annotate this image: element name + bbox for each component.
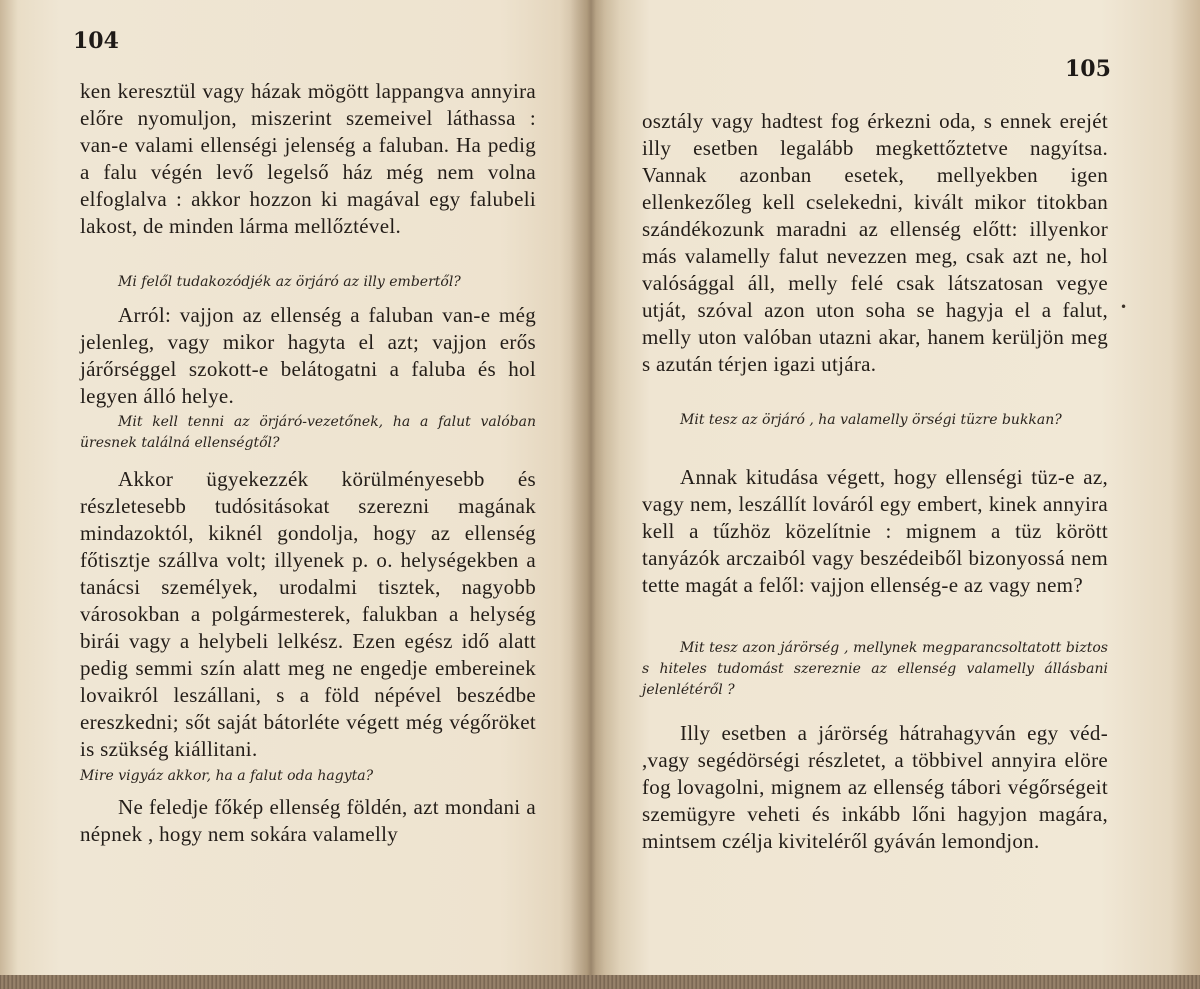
right-page [600,0,1200,975]
left-question-2: Mit kell tenni az örjáró-vezetőnek, ha a falut valóban üresnek találná ellenségtől? [80,414,536,451]
left-page [0,0,590,975]
stray-ink-dot: • [1120,300,1128,314]
page-number-left: 104 [73,28,119,54]
right-question-2: Mit tesz azon járörség , mellynek megparancsoltatott biztos s hiteles tudomást szereznie az ellenség valamelly állásbani jelenlétéről ? [642,640,1108,698]
left-question-1: Mi felől tudakozódjék az örjáró az illy embertől? [118,274,461,290]
left-paragraph-4: Ne feledje főkép ellenség földén, azt mondani a népnek , hogy nem sokára valamelly [80,795,536,846]
right-paragraph-1: osztály vagy hadtest fog érkezni oda, s ennek erejét illy esetben legalább megkettőztetve nagyítsa. Vannak azonban esetek, mellyekben igen ellenkezőleg kell cselekedni, kivált mikor titokban szándékozunk maradni az ellenség előtt: illyenkor más valamelly falut nevezzen meg, csak azt ne, hol valósággal áll, melly felé csak látszatosan vegye utját, szóval azon uton soha se hagyja el a falut, melly uton valóban utazni akar, hanem kerüljön meg s azután térjen igazi utjára. [642,109,1108,376]
left-paragraph-1: ken keresztül vagy házak mögött lappangva annyira előre nyomuljon, miszerint szemeivel láthassa : van-e valami ellenségi jelenség a faluban. Ha pedig a falu végén levő legelső ház még nem volna elfoglalva : akkor hozzon ki magával egy falubeli lakost, de minden lárma mellőztével. [80,79,536,238]
right-question-1: Mit tesz az örjáró , ha valamelly örségi tüzre bukkan? [680,412,1062,428]
left-paragraph-3: Akkor ügyekezzék körülményesebb és részletesebb tudósitásokat szerezni magának mindazoktól, kiknél gondolja, hogy az ellenség főtisztje szállva volt; illyenek p. o. helységekben a tanácsi személyek, urodalmi tisztek, nagyobb városokban a polgármesterek, falukban a helység birái vagy a helybeli lelkész. Ezen egész idő alatt pedig semmi szín alatt meg ne engedje embereinek lovaikról leszállani, s a föld népével beszédbe ereszkedni; sőt saját bátorléte végett még végőröket is szükség kiállitani. [80,467,536,761]
right-paragraph-2: Annak kitudása végett, hogy ellenségi tüz-e az, vagy nem, leszállít lováról egy embert, kinek annyira kell a tűzhöz közelítnie : mignem a tüz körött tanyázók arczaiból vagy beszédeiből bizonyossá nem tette magát a felől: vajjon ellenség-e az vagy nem? [642,465,1108,597]
right-paragraph-3: Illy esetben a járörség hátrahagyván egy véd- ,vagy segédörségi részletet, a többivel annyira elöre fog lovagolni, mignem az ellenség tábori végőrségeit szemügyre veheti és inkább lőni hagyjon magára, mintsem czélja kiviteléről gyáván lemondjon. [642,721,1108,853]
page-number-right: 105 [1065,56,1111,82]
left-paragraph-2: Arról: vajjon az ellenség a faluban van-e még jelenleg, vagy mikor hagyta el azt; vajjon erős járőrséggel szokott-e belátogatni a faluba és hol legyen álló helye. [80,303,536,408]
page-edges [0,975,1200,989]
left-question-3: Mire vigyáz akkor, ha a falut oda hagyta? [80,768,374,784]
